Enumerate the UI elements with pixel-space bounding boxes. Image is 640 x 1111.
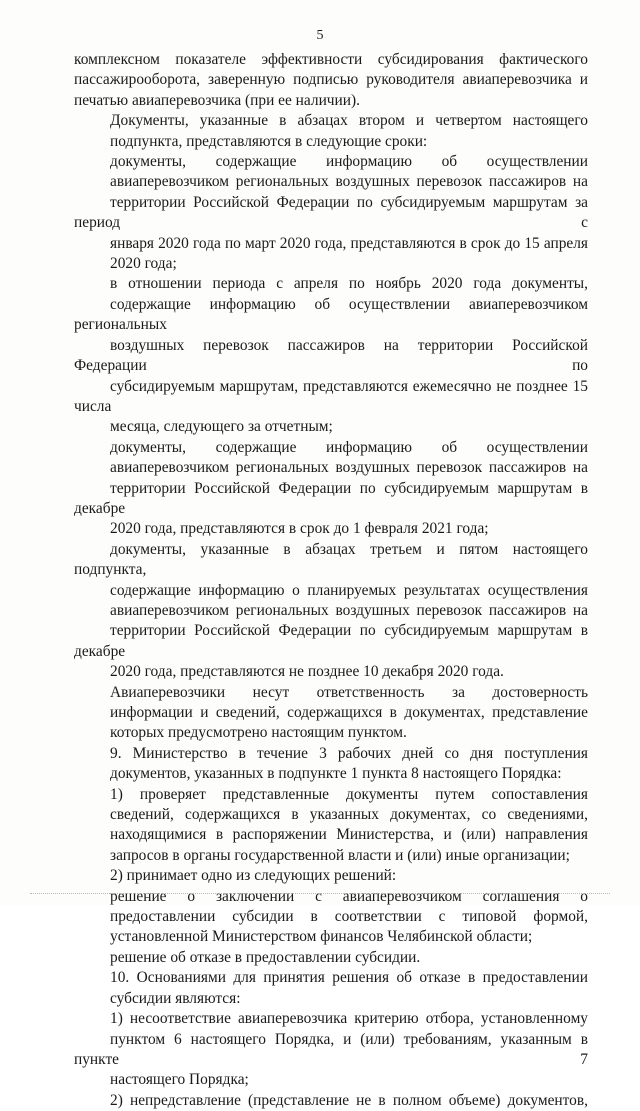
text-line: 2) непредставление (представление не в полном объеме) документов, — [110, 1091, 588, 1109]
paragraph — [74, 866, 588, 886]
paragraph — [74, 744, 588, 785]
text-line: печатью авиаперевозчика (при ее наличии). — [74, 91, 360, 109]
text-line: предоставлении субсидии в соответствии с типовой формой, — [110, 908, 588, 926]
text-line: субсидируемым маршрутам, представляются ежемесячно не позднее 15 числа — [74, 377, 588, 415]
paragraph — [74, 1009, 588, 1091]
text-line: авиаперевозчиком региональных воздушных перевозок пассажиров на — [110, 459, 588, 477]
paragraph — [74, 887, 588, 948]
text-line: документы, содержащие информацию об осуществлении — [110, 153, 588, 171]
text-line: 2020 года, представляются не позднее 10 декабря 2020 года. — [110, 663, 504, 681]
text-line: территории Российской Федерации по субсидируемым маршрутам в декабре — [74, 479, 588, 517]
page-number: 5 — [316, 28, 324, 43]
text-line: пассажирооборота, заверенную подписью руководителя авиаперевозчика и — [74, 71, 588, 89]
text-line: подпункта, представляются в следующие сроки: — [110, 132, 428, 150]
document-body — [74, 50, 588, 1111]
paragraph — [74, 785, 588, 867]
text-line: 2) принимает одно из следующих решений: — [110, 867, 397, 885]
scan-edge-divider — [30, 893, 610, 894]
paragraph — [74, 948, 588, 968]
text-line: Документы, указанные в абзацах втором и четвертом настоящего — [110, 112, 588, 130]
text-line: территории Российской Федерации по субсидируемым маршрутам в декабре — [74, 622, 588, 660]
text-line: информации и сведений, содержащихся в документах, представление — [110, 704, 588, 721]
paragraph — [74, 438, 588, 540]
text-line: документы, содержащие информацию об осуществлении — [110, 438, 588, 456]
text-line: содержащие информацию об осуществлении авиаперевозчиком региональных — [74, 295, 588, 334]
paragraph — [74, 152, 588, 274]
text-line: содержащие информацию о планируемых результатах осуществления — [110, 581, 588, 599]
text-line: пунктом 6 настоящего Порядка, и (или) требованиям, указанным в пункте 7 — [74, 1030, 588, 1068]
text-line: 9. Министерство в течение 3 рабочих дней со дня поступления — [110, 744, 588, 762]
paragraph — [74, 540, 588, 683]
paragraph — [74, 968, 588, 1009]
paragraph — [74, 1091, 588, 1111]
text-line: территории Российской Федерации по субсидируемым маршрутам за период с — [74, 193, 588, 232]
paragraph — [74, 111, 588, 152]
text-line: решение об отказе в предоставлении субсидии. — [110, 948, 421, 966]
text-line: января 2020 года по март 2020 года, представляются в срок до 15 апреля — [110, 234, 588, 252]
text-line: комплексном показателе эффективности субсидирования фактического — [74, 51, 588, 68]
text-line: субсидии являются: — [110, 989, 241, 1007]
text-line: 2020 года; — [110, 255, 177, 273]
text-line: авиаперевозчиком региональных воздушных перевозок пассажиров на — [110, 173, 588, 191]
text-line: Авиаперевозчики несут ответственность за достоверность — [110, 683, 588, 701]
text-line: 1) несоответствие авиаперевозчика критерию отбора, установленному — [110, 1010, 588, 1028]
text-line: авиаперевозчиком региональных воздушных перевозок пассажиров на — [110, 601, 588, 619]
text-line: настоящего Порядка; — [110, 1071, 249, 1089]
text-line: документов, указанных в подпункте 1 пункта 8 настоящего Порядка: — [110, 765, 562, 783]
text-line: сведений, содержащихся в указанных документах, со сведениями, — [110, 806, 588, 824]
text-line: запросов в органы государственной власти и (или) иные организации; — [110, 846, 570, 864]
text-line: установленной Министерством финансов Челябинской области; — [110, 928, 533, 946]
text-line: в отношении периода с апреля по ноябрь 2020 года документы, — [110, 275, 588, 293]
text-line: документы, указанные в абзацах третьем и пятом настоящего подпункта, — [74, 540, 588, 579]
text-line: месяца, следующего за отчетным; — [110, 418, 333, 436]
text-line: находящимися в распоряжении Министерства, и (или) направления — [110, 826, 588, 844]
text-line: 2020 года, представляются в срок до 1 февраля 2021 года; — [110, 520, 489, 538]
paragraph — [74, 50, 588, 111]
text-line: решение о заключении с авиаперевозчиком соглашения о — [110, 887, 588, 905]
paragraph — [74, 683, 588, 744]
text-line: 10. Основаниями для принятия решения об отказе в предоставлении — [110, 969, 588, 987]
text-line: 1) проверяет представленные документы путем сопоставления — [110, 785, 588, 803]
text-line: воздушных перевозок пассажиров на территории Российской Федерации по — [74, 336, 588, 375]
text-line: которых предусмотрено настоящим пунктом. — [110, 724, 407, 742]
paragraph — [74, 274, 588, 437]
